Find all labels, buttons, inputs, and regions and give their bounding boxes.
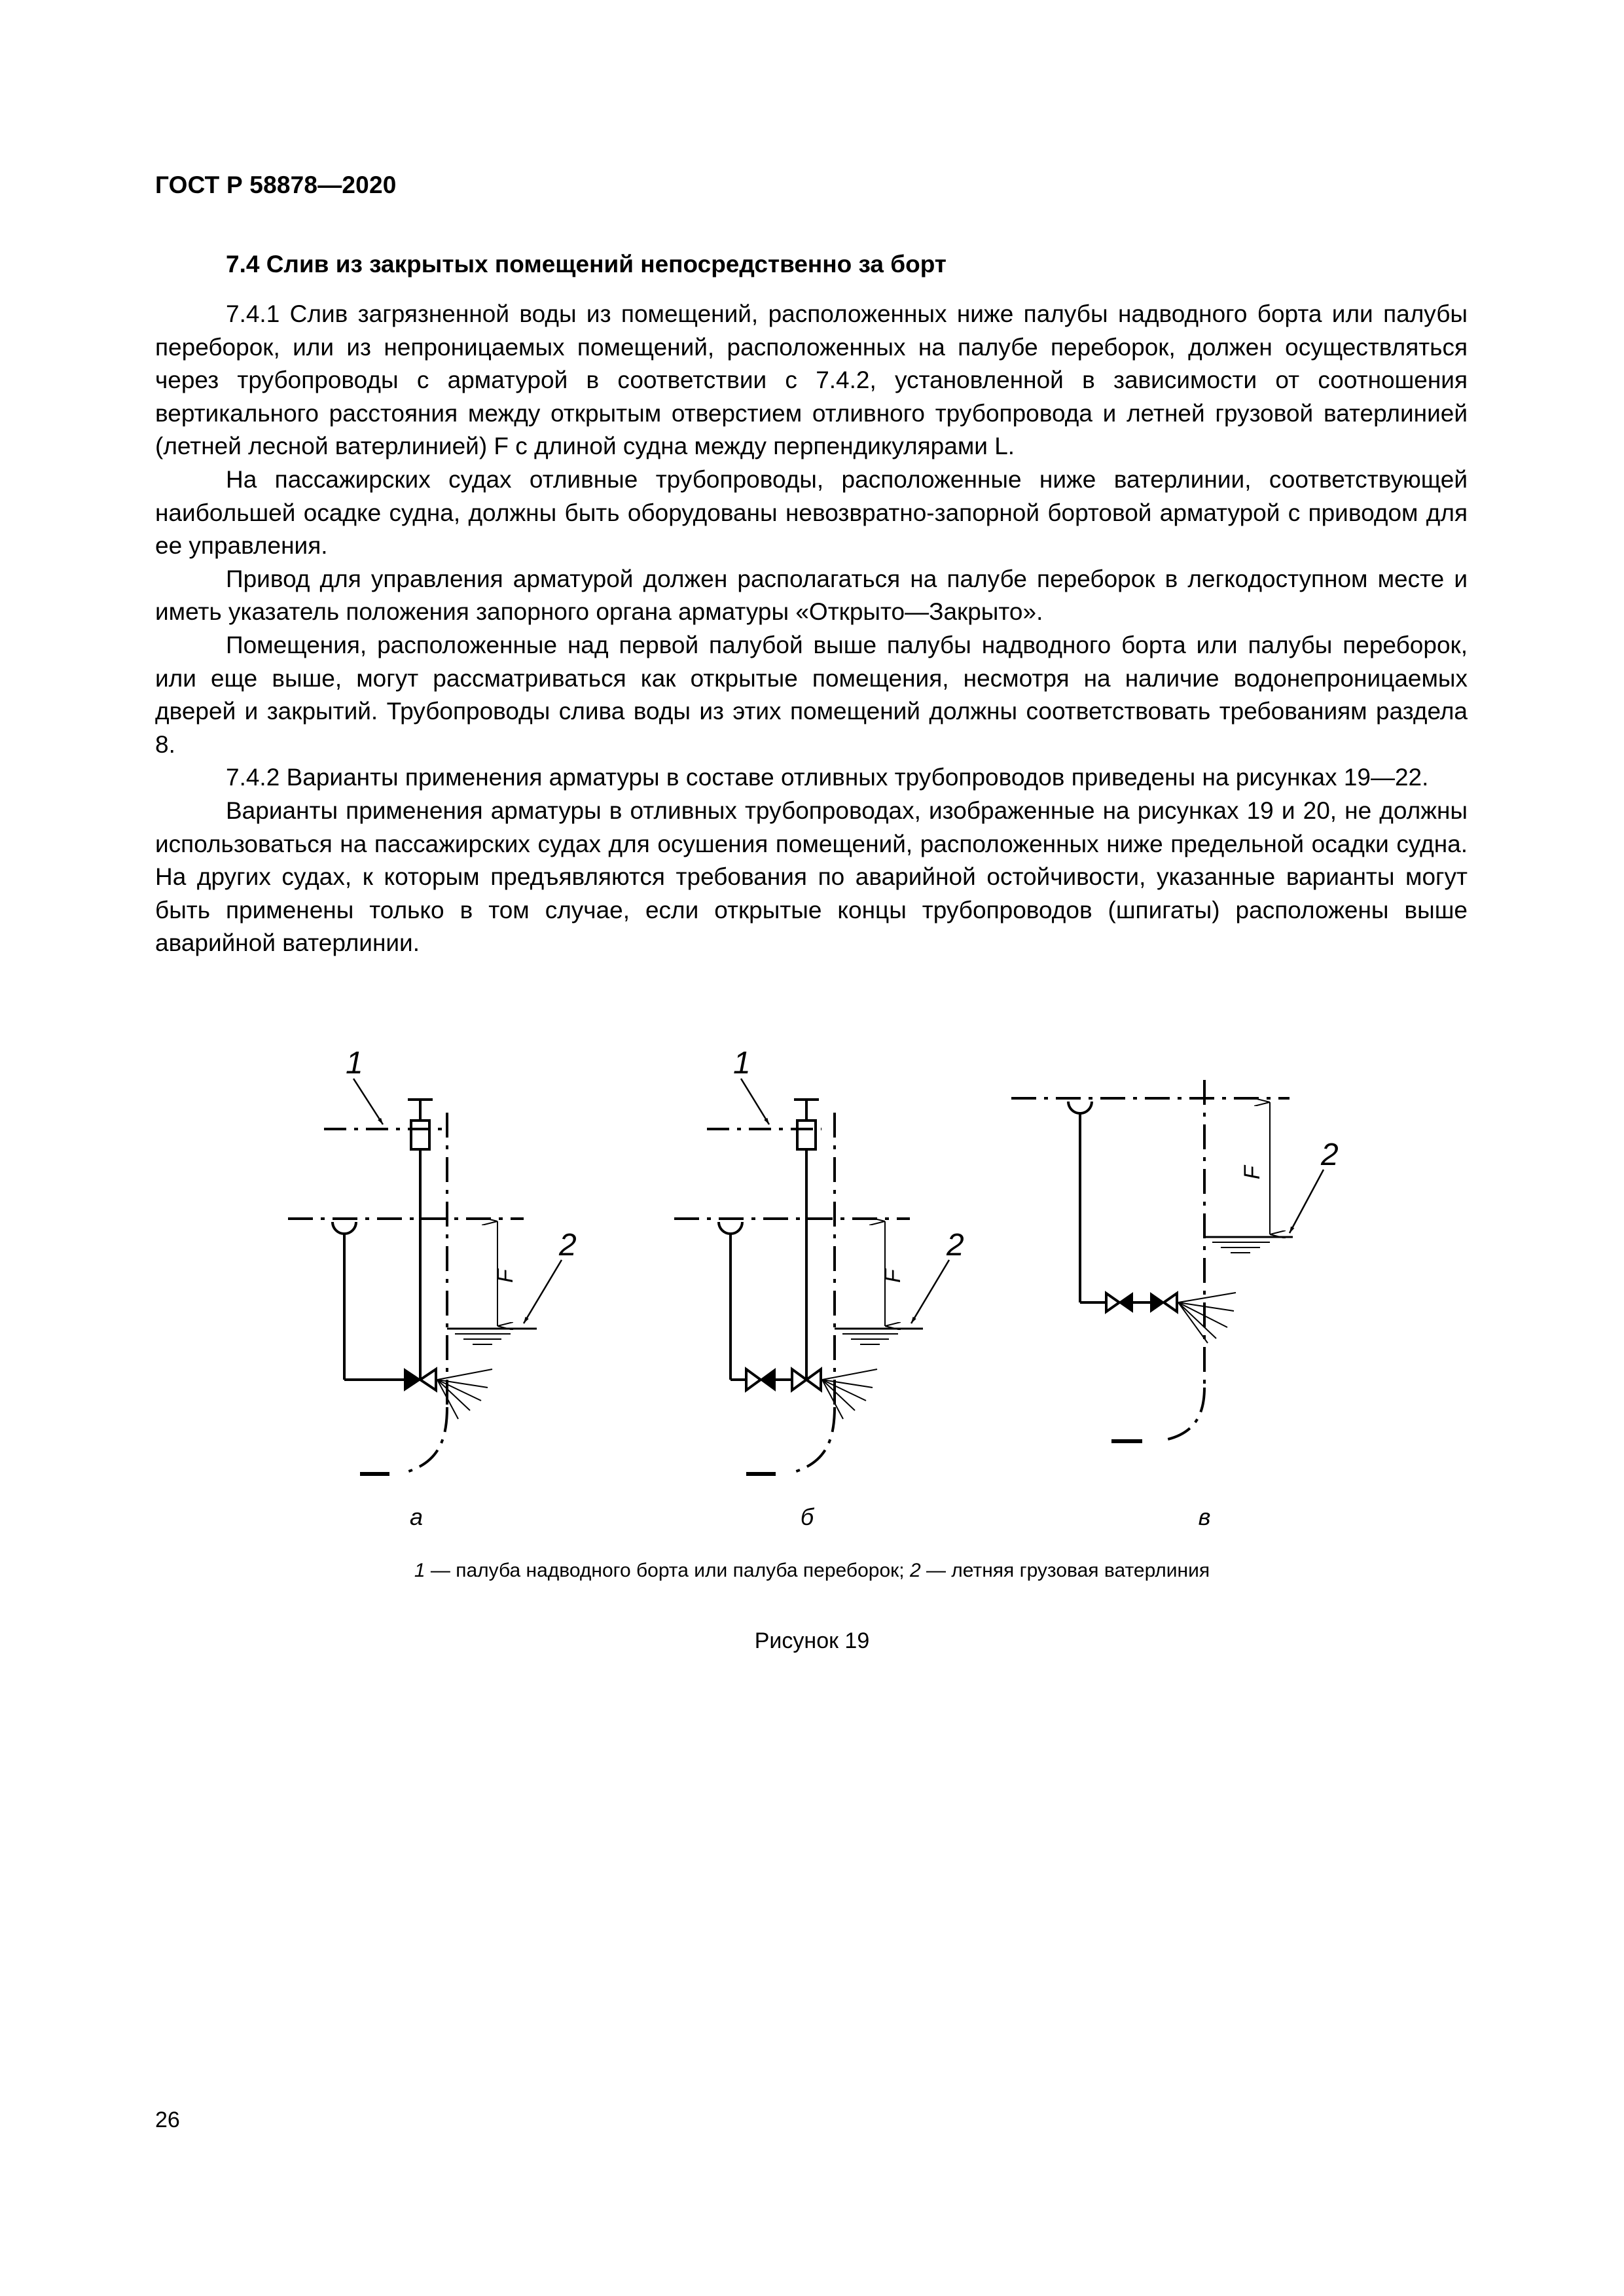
- subfigure-b: [674, 1046, 964, 1474]
- legend-text-2: — летняя грузовая ватерлиния: [920, 1560, 1210, 1581]
- callout-2-label: 2: [559, 1228, 577, 1263]
- valve-drive: [411, 1121, 429, 1149]
- subfigure-a: [288, 1046, 577, 1474]
- discharge-spray: [437, 1369, 492, 1419]
- figure-19-diagram: [0, 1021, 1624, 1545]
- callout-1-leader: [353, 1079, 383, 1124]
- hull-bilge: [792, 1407, 835, 1473]
- shutoff-valve: [746, 1369, 761, 1390]
- callout-2-label: 2: [947, 1228, 964, 1263]
- callout-1-label: 1: [733, 1046, 751, 1081]
- paragraph: На пассажирских судах отливные трубопроводы, расположенные ниже ватерлинии, соответствующей наибольшей осадке судна, должны быть оборудованы невозвратно-запорной бортовой арматурой с приводом для ее управления.: [155, 465, 1468, 560]
- paragraph: Варианты применения арматуры в отливных трубопроводах, изображенные на рисунках 19 и 20, не должны использоваться на пассажирских судах для осушения помещений, расположенных ниже предельной осадки судна. На других судах, к которым предъявляются требования по аварийной остойчивости, указанные варианты могут быть применены только в том случае, если открытые концы трубопроводов (шпигаты) расположены выше аварийной ватерлинии.: [155, 797, 1468, 957]
- figure-legend: [0, 1560, 1624, 1582]
- legend-text-1: — палуба надводного борта или палуба переборок;: [425, 1560, 910, 1581]
- scupper: [333, 1222, 356, 1234]
- paragraph: Помещения, расположенные над первой палубой выше палубы надводного борта или палубы переборок, или еще выше, могут рассматриваться как открытые помещения, несмотря на наличие водонепроницаемых дверей и закрытий. Трубопроводы слива воды из этих помещений должны соответствовать требованиям раздела 8.: [155, 631, 1468, 758]
- dimension-F-label: F: [880, 1269, 905, 1283]
- hull-bilge: [1165, 1388, 1204, 1440]
- callout-1-leader: [741, 1079, 769, 1124]
- paragraph: Привод для управления арматурой должен располагаться на палубе переборок в легкодоступном месте и иметь указатель положения запорного органа арматуры «Открыто—Закрыто».: [155, 565, 1468, 626]
- callout-2-leader: [524, 1260, 562, 1323]
- dimension-F-label: F: [493, 1269, 518, 1283]
- paragraph: 7.4.1 Слив загрязненной воды из помещений, расположенных ниже палубы надводного борта или палубы переборок, или из непроницаемых помещений, расположенных на палубе переборок, должен осуществляться через трубопроводы с арматурой в соответствии с 7.4.2, установленной в зависимости от соотношения вертикального расстояния между открытым отверстием отливного трубопровода и летней грузовой ватерлинией (летней лесной ватерлинией) F с длиной судна между перпендикулярами L.: [155, 300, 1468, 460]
- callout-2-leader: [1290, 1170, 1324, 1233]
- subfigure-label-v: в: [1198, 1503, 1211, 1530]
- non-return-valve: [1119, 1293, 1132, 1312]
- hull-bilge: [405, 1407, 447, 1473]
- body-text: [155, 298, 1468, 960]
- scupper: [1068, 1102, 1092, 1113]
- callout-1-label: 1: [346, 1046, 363, 1081]
- valve-drive: [797, 1121, 816, 1149]
- page-number: 26: [155, 2108, 180, 2132]
- discharge-spray: [822, 1369, 877, 1419]
- legend-number-2: 2: [909, 1560, 921, 1581]
- non-return-valve: [761, 1369, 775, 1390]
- shutoff-valve: [1106, 1293, 1119, 1312]
- callout-2-label: 2: [1321, 1138, 1339, 1172]
- callout-2-leader: [911, 1260, 949, 1323]
- figure-caption: Рисунок 19: [754, 1628, 870, 1653]
- subfigure-label-a: а: [409, 1503, 424, 1530]
- document-header: ГОСТ Р 58878—2020: [155, 171, 397, 198]
- legend-number-1: 1: [414, 1560, 425, 1581]
- scupper: [719, 1222, 742, 1234]
- shutoff-valve: [420, 1369, 436, 1390]
- subfigure-label-b: б: [800, 1503, 814, 1530]
- shutoff-valve: [1164, 1293, 1177, 1312]
- section-title: 7.4 Слив из закрытых помещений непосредственно за борт: [226, 251, 947, 278]
- discharge-spray: [1178, 1293, 1236, 1343]
- subfigure-v: [1011, 1080, 1339, 1441]
- dimension-F-label: F: [1240, 1166, 1265, 1179]
- paragraph: 7.4.2 Варианты применения арматуры в составе отливных трубопроводов приведены на рисунках 19—22.: [226, 764, 1429, 791]
